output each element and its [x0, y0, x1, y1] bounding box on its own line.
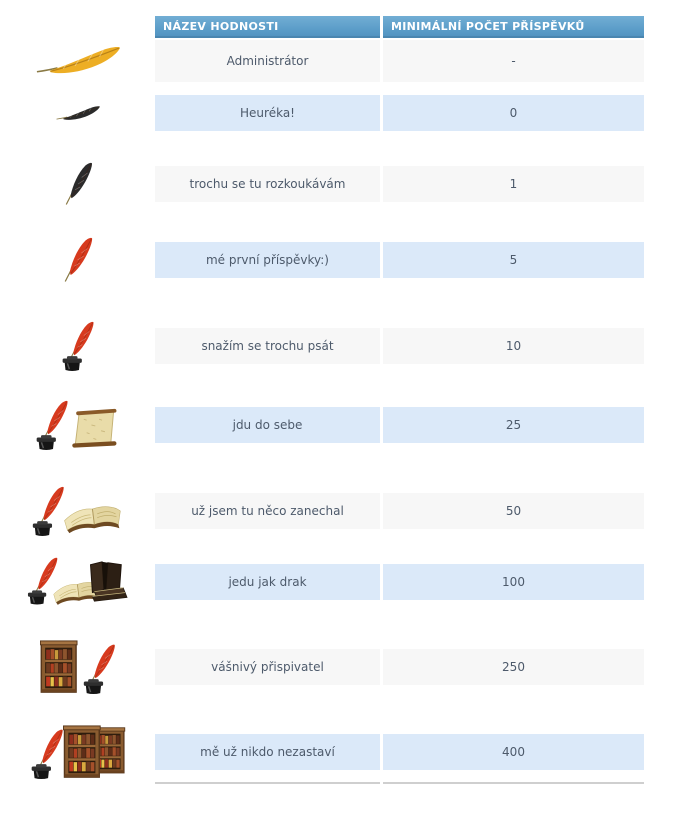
rank-icon-cell: [0, 724, 155, 780]
rank-name-cell: [155, 734, 380, 770]
rank-name: Heuréka!: [240, 106, 295, 120]
rank-min-posts: 5: [509, 253, 518, 267]
black-feather-icon: [63, 162, 93, 206]
column-header-rank-name: NÁZEV HODNOSTI: [155, 16, 380, 38]
rank-name-cell: [155, 166, 380, 202]
rank-row: [0, 724, 644, 780]
rank-min-posts: 250: [502, 660, 525, 674]
rank-name-cell: [155, 407, 380, 443]
rank-icon-cell: [0, 400, 155, 450]
rank-min-posts-cell: [383, 166, 644, 202]
rank-min-posts-cell: [383, 649, 644, 685]
red-quill-inkwell-open-book-icon: [31, 486, 125, 536]
rank-name: trochu se tu rozkoukávám: [189, 177, 346, 191]
rank-row: [0, 321, 644, 371]
rank-name-cell: [155, 564, 380, 600]
rank-min-posts: -: [511, 54, 516, 68]
rank-icon-cell: [0, 557, 155, 607]
rank-name-cell: [155, 95, 380, 131]
rank-min-posts-cell: [383, 328, 644, 364]
rank-min-posts-cell: [383, 493, 644, 529]
red-quill-inkwell-icon: [61, 321, 95, 371]
rank-icon-cell: [0, 237, 155, 283]
rank-min-posts-cell: [383, 407, 644, 443]
rank-min-posts: 0: [509, 106, 518, 120]
yellow-feather-icon: [34, 45, 122, 77]
rank-icon-cell: [0, 486, 155, 536]
rank-name: vášnivý přispivatel: [211, 660, 324, 674]
ranks-table: [0, 16, 644, 784]
table-bottom-border: [155, 782, 644, 784]
rank-name: mě už nikdo nezastaví: [200, 745, 335, 759]
rank-row: [0, 400, 644, 450]
rank-min-posts-cell: [383, 95, 644, 131]
rank-name: Administrátor: [226, 54, 309, 68]
rank-icon-cell: [0, 321, 155, 371]
rank-name-cell: [155, 493, 380, 529]
rank-name-cell: [155, 242, 380, 278]
rank-name: mé první příspěvky:): [205, 253, 329, 267]
table-bottom-border-segment: [155, 782, 380, 784]
rank-row: [0, 162, 644, 206]
rank-name-cell: [155, 649, 380, 685]
rank-row: [0, 40, 644, 82]
red-quill-inkwell-book-stack-icon: [26, 557, 130, 607]
rank-min-posts: 50: [505, 504, 522, 518]
red-quill-inkwell-two-bookcases-icon: [30, 724, 126, 780]
rank-min-posts: 400: [502, 745, 525, 759]
rank-name-cell: [155, 328, 380, 364]
black-feather-small-icon: [55, 105, 101, 122]
rank-row: [0, 95, 644, 131]
red-quill-icon: [62, 237, 93, 283]
rank-icon-cell: [0, 105, 155, 122]
rank-name: snažím se trochu psát: [201, 339, 334, 353]
rank-row: [0, 237, 644, 283]
rank-min-posts: 25: [505, 418, 522, 432]
rank-row: [0, 639, 644, 695]
rank-name-cell: [155, 40, 380, 82]
rank-name: jedu jak drak: [228, 575, 307, 589]
rank-min-posts: 10: [505, 339, 522, 353]
rank-name: jdu do sebe: [232, 418, 303, 432]
column-header-min-posts: MINIMÁLNÍ POČET PŘÍSPĚVKŮ: [383, 16, 644, 38]
rank-min-posts-cell: [383, 564, 644, 600]
rank-min-posts-cell: [383, 242, 644, 278]
rank-row: [0, 557, 644, 607]
table-header-row: [0, 16, 644, 38]
rank-image-column-spacer: [0, 16, 155, 38]
rank-min-posts-cell: [383, 734, 644, 770]
table-bottom-border-segment: [383, 782, 644, 784]
bookcase-red-quill-inkwell-icon: [40, 639, 116, 695]
rank-row: [0, 486, 644, 536]
rank-name: už jsem tu něco zanechal: [191, 504, 344, 518]
red-quill-inkwell-scroll-icon: [35, 400, 121, 450]
rank-icon-cell: [0, 45, 155, 77]
rank-min-posts: 100: [502, 575, 525, 589]
rank-min-posts-cell: [383, 40, 644, 82]
rank-icon-cell: [0, 639, 155, 695]
rank-min-posts: 1: [509, 177, 518, 191]
rank-icon-cell: [0, 162, 155, 206]
